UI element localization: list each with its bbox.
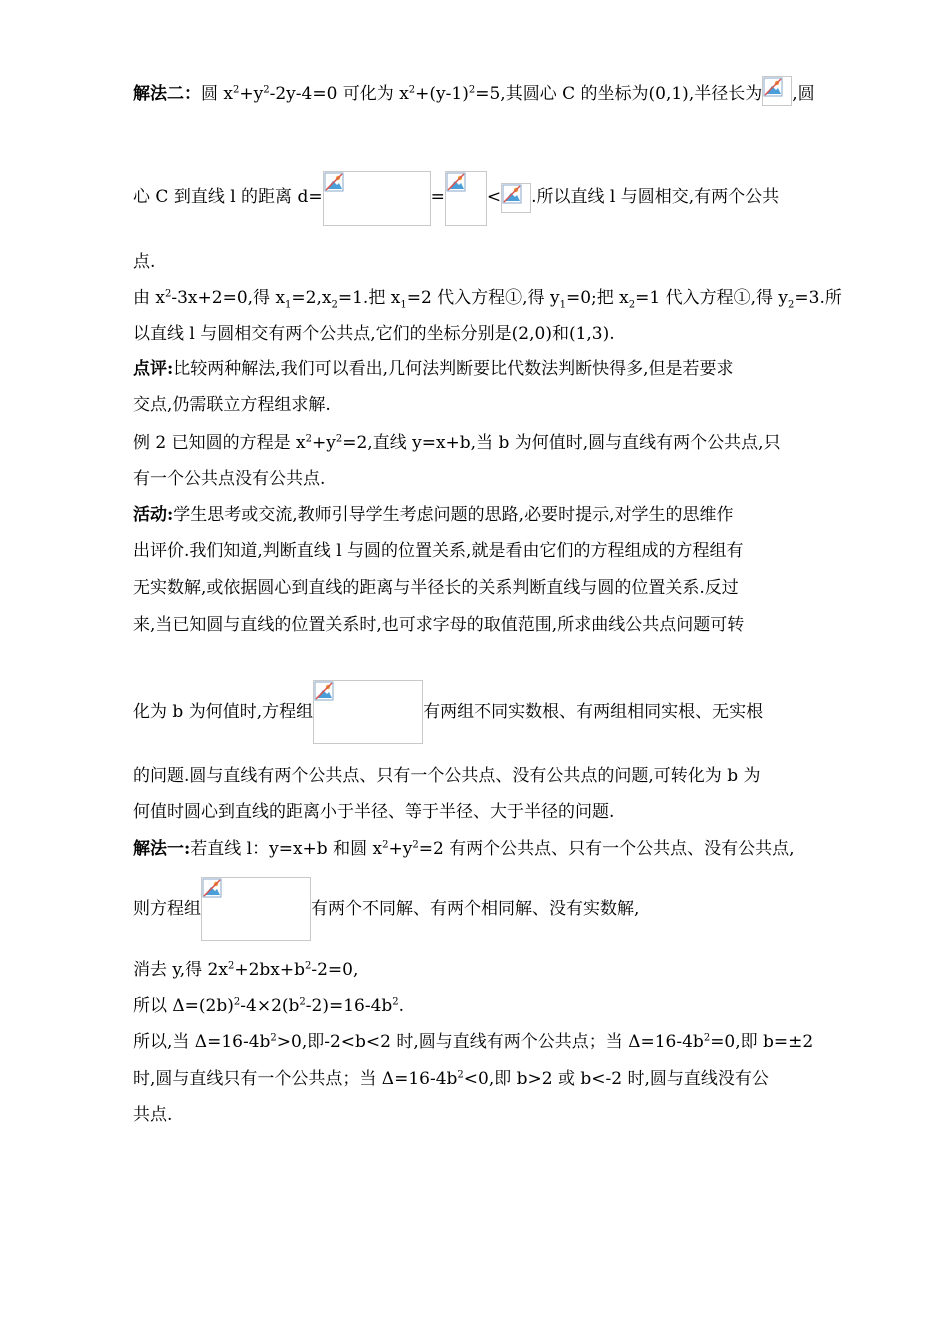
example2-line-1: 例 2 已知圆的方程是 $x^2+y^2=2$,直线 y=x+b,当 b 为何值时,圆与直线有两个公共点,只	[133, 433, 781, 453]
broken-image-icon	[314, 681, 334, 701]
activity-line-1: 活动:学生思考或交流,教师引导学生考虑问题的思路,必要时提示,对学生的思维作	[133, 505, 734, 525]
comment-line-2: 交点,仍需联立方程组求解.	[133, 395, 331, 415]
activity-line-2: 出评价.我们知道,判断直线 l 与圆的位置关系,就是看由它们的方程组成的方程组有	[133, 541, 744, 561]
method1-line-1: 解法一:若直线 l：y=x+b 和圆 $x^2+y^2=2$ 有两个公共点、只有一个公共点、没有公共点,	[133, 839, 795, 859]
broken-image-icon	[202, 878, 222, 898]
method1-line-4: 所以 $\Delta=(2b)^2-4\times 2(b^2-2)=16-4b^2$.	[133, 996, 405, 1016]
equation-system-image-icon	[313, 680, 423, 744]
activity-line-4: 来,当已知圆与直线的位置关系时,也可求字母的取值范围,所求曲线公共点问题可转	[133, 615, 745, 635]
broken-image-icon	[446, 172, 466, 192]
activity-line-6: 的问题.圆与直线有两个公共点、只有一个公共点、没有公共点的问题,可转化为 b 为	[133, 766, 761, 786]
activity-label: 活动:	[133, 505, 174, 525]
method2-line-1: 解法二：圆 $x^2+y^2-2y-4=0$ 可化为 $x^2+(y-1)^2=5$,其圆心 C 的坐标为(0,1),半径长为 ,圆	[133, 76, 823, 106]
broken-image-icon	[763, 77, 783, 97]
method2-label: 解法二：	[133, 84, 201, 104]
equation-system-image-icon	[201, 877, 311, 941]
broken-image-icon	[502, 184, 522, 204]
comment-line-1: 点评:比较两种解法,我们可以看出,几何法判断要比代数法判断快得多,但是若要求	[133, 359, 734, 379]
broken-image-icon	[324, 172, 344, 192]
method1-line-5: 所以,当 $\Delta=16-4b^2>0$,即-2<b<2 时,圆与直线有两个公共点；当 $\Delta=16-4b^2=0$,即 b=±2	[133, 1032, 814, 1052]
activity-line-3: 无实数解,或依据圆心到直线的距离与半径长的关系判断直线与圆的位置关系.反过	[133, 578, 739, 598]
method1-line-7: 共点.	[133, 1105, 173, 1125]
radius-formula-image-icon	[762, 76, 792, 106]
method1-label: 解法一:	[133, 839, 191, 859]
distance-formula-image-icon	[323, 171, 431, 226]
comment-label: 点评:	[133, 359, 174, 379]
sqrt5-image-icon	[501, 183, 531, 213]
method1-line-3: 消去 y,得 $2x^2+2bx+b^2-2=0$,	[133, 960, 359, 980]
method2-line-3: 点.	[133, 252, 156, 272]
example2-line-2: 有一个公共点没有公共点.	[133, 469, 326, 489]
method2-line-2: 心 C 到直线 l 的距离 d= = < .所以直线 l 与圆相交,有两个公共	[133, 168, 823, 226]
solve-line-1: 由 $x^2-3x+2=0$,得 $x_1=2,x_2=1$.把 $x_1=2$ 代入方程①,得 $y_1=0$;把 $x_2=1$ 代入方程①,得 $y_2=3$.所	[133, 288, 842, 311]
activity-line-5: 化为 b 为何值时,方程组 有两组不同实数根、有两组相同实根、无实根	[133, 680, 823, 744]
method1-line-6: 时,圆与直线只有一个公共点；当 $\Delta=16-4b^2<0$,即 b>2 或 b<-2 时,圆与直线没有公	[133, 1069, 769, 1089]
activity-line-7: 何值时圆心到直线的距离小于半径、等于半径、大于半径的问题.	[133, 802, 615, 822]
solve-line-2: 以直线 l 与圆相交有两个公共点,它们的坐标分别是(2,0)和(1,3).	[133, 324, 615, 344]
distance-value-image-icon	[445, 171, 487, 226]
method1-line-2: 则方程组 有两个不同解、有两个相同解、没有实数解,	[133, 877, 823, 941]
